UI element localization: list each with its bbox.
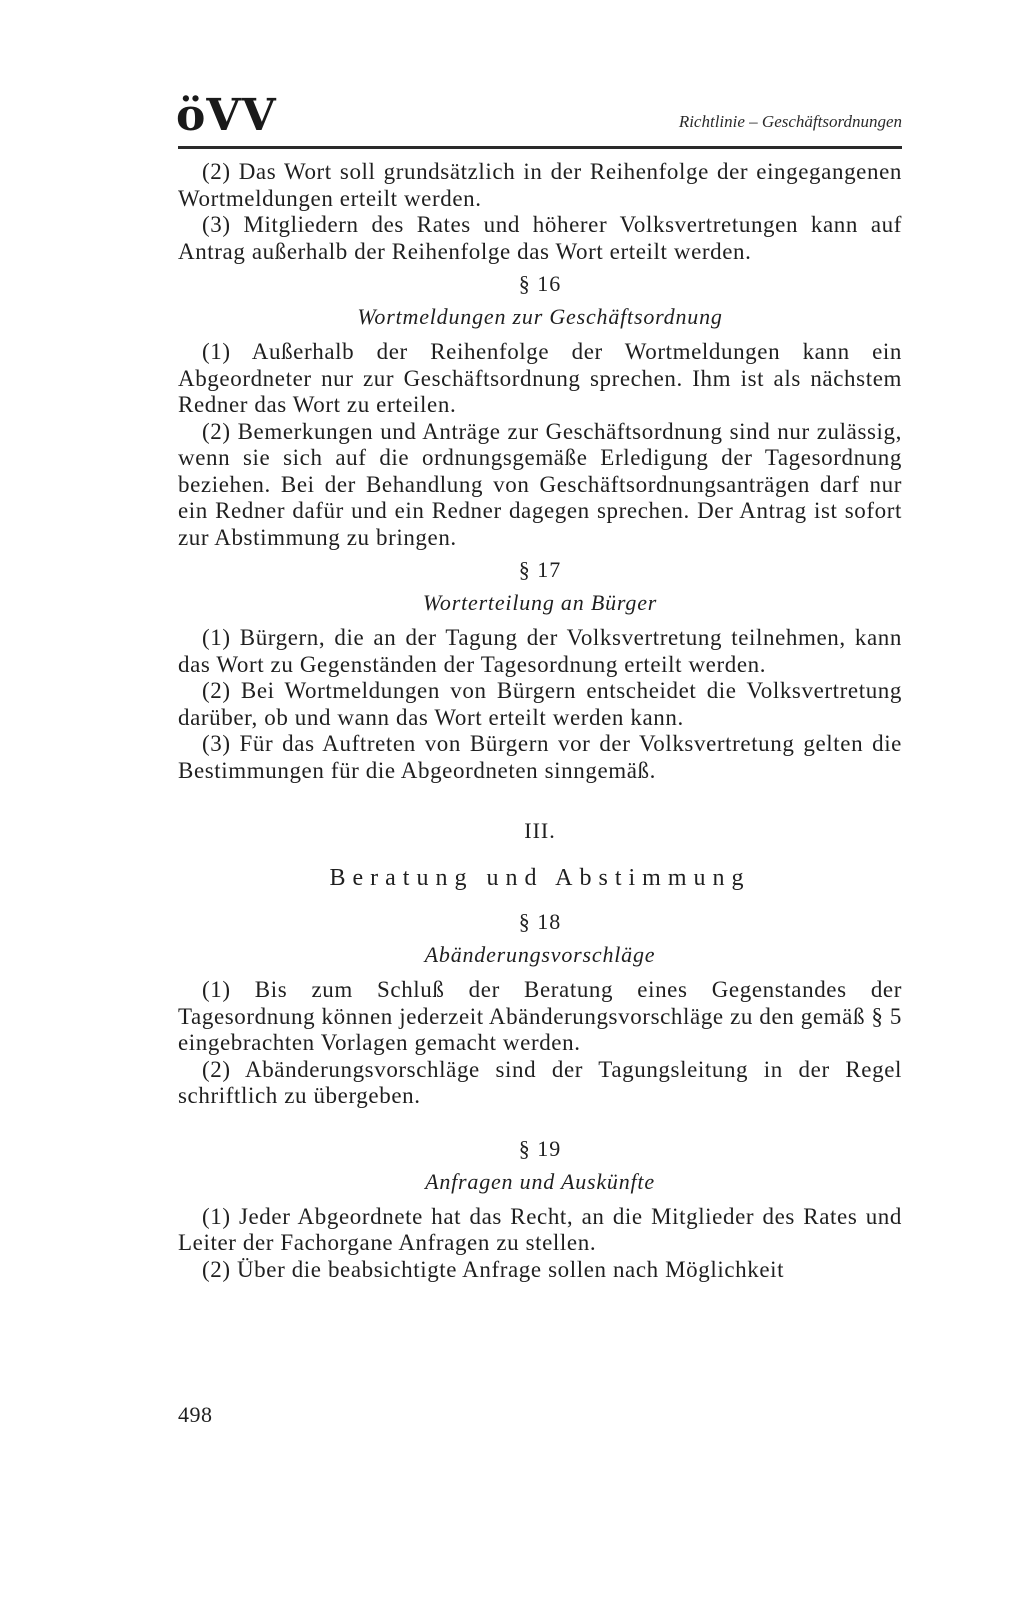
paragraph-18-1: (1) Bis zum Schluß der Beratung eines Gegenstandes der Tagesordnung können jederzeit Abänderungsvorschläge zu den gemäß § 5 eingebrachten Vorlagen gemacht werden.	[178, 977, 902, 1055]
paragraph-16-1: (1) Außerhalb der Reihenfolge der Wortmeldungen kann ein Abgeordneter nur zur Geschäftsordnung sprechen. Ihm ist als nächstem Redner das Wort zu erteilen.	[178, 339, 902, 417]
section-16-title: Wortmeldungen zur Geschäftsordnung	[357, 304, 723, 329]
paragraph-16-2: (2) Bemerkungen und Anträge zur Geschäftsordnung sind nur zulässig, wenn sie sich auf die ordnungsgemäße Erledigung der Tagesordnung beziehen. Bei der Behandlung von Geschäftsordnungsanträgen darf nur ein Redner dafür und ein Redner dagegen sprechen. Der Antrag ist sofort zur Abstimmung zu bringen.	[178, 418, 902, 550]
section-19-title: Anfragen und Auskünfte	[425, 1168, 655, 1194]
page-body	[178, 159, 902, 1283]
paragraph-19-1: (1) Jeder Abgeordnete hat das Recht, an die Mitglieder des Rates und Leiter der Fachorgane Anfragen zu stellen.	[178, 1203, 902, 1255]
paragraph-17-2: (2) Bei Wortmeldungen von Bürgern entscheidet die Volksvertretung darüber, ob und wann das Wort erteilt werden kann.	[178, 678, 902, 730]
paragraph-15-2: (2) Das Wort soll grundsätzlich in der Reihenfolge der eingegangenen Wortmeldungen erteilt werden.	[178, 159, 902, 211]
paragraph-17-3: (3) Für das Auftreten von Bürgern vor der Volksvertretung gelten die Bestimmungen für die Abgeordneten sinngemäß.	[178, 731, 902, 783]
publisher-logo: öVV	[176, 90, 277, 141]
paragraph-18-2: (2) Abänderungsvorschläge sind der Tagungsleitung in der Regel schriftlich zu übergeben.	[178, 1056, 902, 1108]
page-number: 498	[178, 1402, 213, 1427]
paragraph-15-3: (3) Mitgliedern des Rates und höherer Volksvertretungen kann auf Antrag außerhalb der Reihenfolge das Wort erteilt werden.	[178, 212, 902, 264]
section-16-number: § 16	[518, 271, 562, 296]
running-title: Richtlinie – Geschäftsordnungen	[678, 112, 902, 131]
part-title: Beratung und Abstimmung	[329, 864, 751, 891]
part-number: III.	[524, 818, 556, 843]
section-18-number: § 18	[518, 909, 562, 934]
paragraph-17-1: (1) Bürgern, die an der Tagung der Volksvertretung teilnehmen, kann das Wort zu Gegenständen der Tagesordnung erteilt werden.	[178, 625, 902, 677]
paragraph-19-2: (2) Über die beabsichtigte Anfrage sollen nach Möglichkeit	[202, 1256, 785, 1282]
document-page	[178, 92, 902, 1592]
section-17-number: § 17	[518, 557, 562, 582]
page-header	[178, 92, 902, 149]
section-17-title: Worterteilung an Bürger	[422, 590, 658, 615]
section-19-number: § 19	[518, 1135, 562, 1161]
section-18-title: Abänderungsvorschläge	[424, 942, 656, 967]
